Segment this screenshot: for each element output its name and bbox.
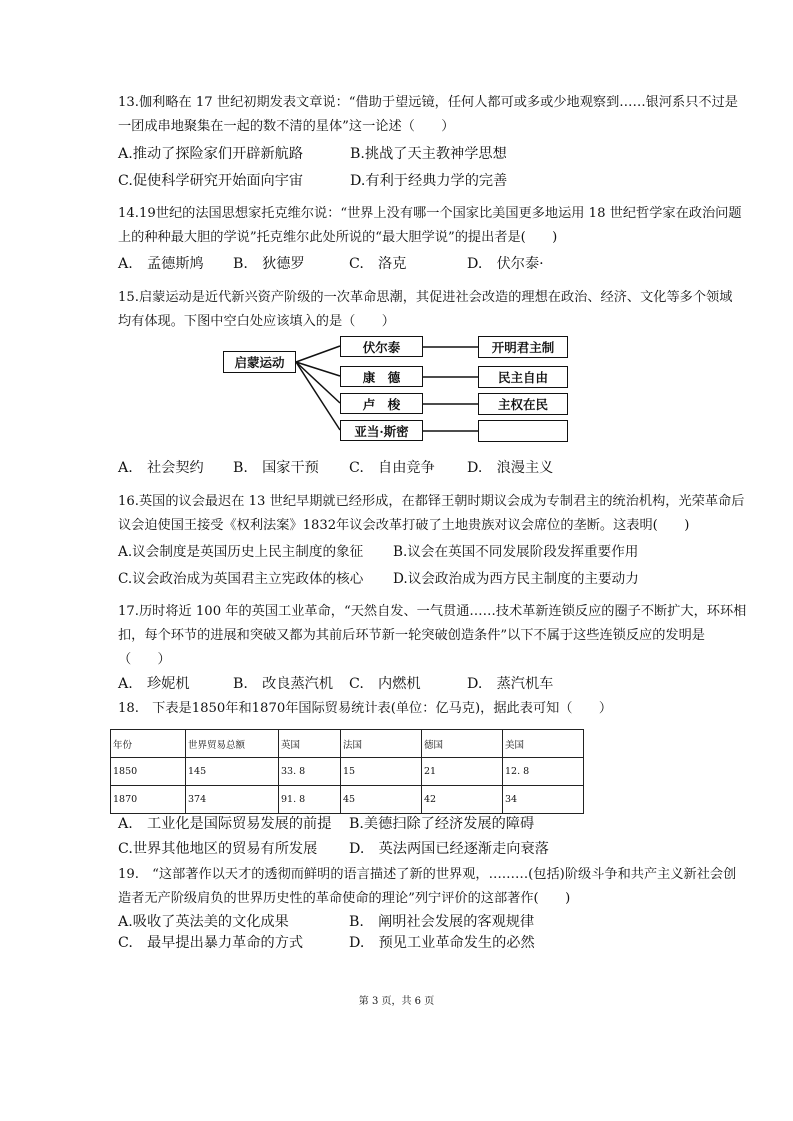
q16-option-c: C.议会政治成为英国君主立宪政体的核心 (118, 571, 364, 587)
q15-idea-box-blank (478, 420, 568, 442)
table-cell: 374 (186, 786, 279, 814)
table-header-cell: 年份 (111, 730, 186, 758)
table-header-cell: 英国 (279, 730, 341, 758)
table-header-row (111, 730, 584, 758)
q18-option-a: A. 工业化是国际贸易发展的前提 (118, 816, 332, 832)
table-cell: 1850 (111, 758, 186, 786)
q15-idea-box-democracy-freedom: 民主自由 (478, 366, 568, 388)
table-cell: 42 (422, 786, 503, 814)
q15-option-c: C. 自由竞争 (349, 460, 435, 476)
q17-stem-line1: 17.历时将近 100 年的英国工业革命，“天然自发、一气贯通……技术革新连锁反应的圈子不断扩大，环环相 (118, 604, 747, 619)
page-footer: 第 3 页，共 6 页 (358, 996, 435, 1007)
q17-option-d: D. 蒸汽机车 (467, 676, 554, 692)
q18-option-b: B.美德扫除了经济发展的障碍 (349, 816, 535, 832)
table-header-cell: 德国 (422, 730, 503, 758)
table-header-cell: 美国 (503, 730, 584, 758)
q17-stem-line3: （ ） (118, 652, 171, 667)
q18-trade-table (110, 729, 584, 814)
q16-option-a: A.议会制度是英国历史上民主制度的象征 (118, 544, 364, 560)
q15-stem-line2: 均有体现。下图中空白处应该填入的是（ ） (118, 314, 395, 329)
q15-thinker-box-adam-smith: 亚当·斯密 (340, 420, 423, 441)
table-header-cell: 法国 (341, 730, 422, 758)
q14-stem-line1: 14.19世纪的法国思想家托克维尔说：“世界上没有哪一个国家比美国更多地运用 18 世纪哲学家在政治问题 (118, 206, 742, 221)
q15-root-box: 启蒙运动 (223, 351, 296, 373)
q15-option-b: B. 国家干预 (233, 460, 319, 476)
q15-option-a: A. 社会契约 (118, 460, 204, 476)
q17-option-a: A. 珍妮机 (118, 676, 190, 692)
q13-option-d: D.有利于经典力学的完善 (350, 173, 508, 189)
q16-option-d: D.议会政治成为西方民主制度的主要动力 (393, 571, 639, 587)
q13-option-c: C.促使科学研究开始面向宇宙 (118, 173, 304, 189)
q13-option-b: B.挑战了天主教神学思想 (350, 146, 507, 162)
q17-stem-line2: 扣，每个环节的进展和突破又都为其前后环节新一轮突破创造条件”以下不属于这些连锁反应的发明是 (118, 628, 705, 643)
q15-thinker-box-rousseau: 卢 梭 (340, 393, 423, 414)
q15-thinker-box-kant: 康 德 (340, 366, 423, 387)
q14-stem-line2: 上的种种最大胆的学说”托克维尔此处所说的“最大胆学说”的提出者是( ) (118, 230, 558, 245)
q14-option-c: C. 洛克 (349, 256, 407, 272)
q16-stem-line1: 16.英国的议会最迟在 13 世纪早期就已经形成，在都铎王朝时期议会成为专制君主的统治机构，光荣革命后 (118, 494, 745, 509)
q18-option-c: C.世界其他地区的贸易有所发展 (118, 841, 318, 857)
q15-idea-box-popular-sovereignty: 主权在民 (478, 393, 568, 415)
table-row (111, 786, 584, 814)
q15-idea-box-enlightened-monarchy: 开明君主制 (478, 336, 568, 358)
q14-option-a: A. 孟德斯鸠 (118, 256, 204, 272)
q16-stem-line2: 议会迫使国王接受《权利法案》1832年议会改革打破了土地贵族对议会席位的垄断。这表明( ) (118, 518, 690, 533)
q17-option-b: B. 改良蒸汽机 (233, 676, 334, 692)
q16-option-b: B.议会在英国不同发展阶段发挥重要作用 (393, 544, 639, 560)
q13-stem-line2: 一团成串地聚集在一起的数不清的星体”这一论述（ ） (118, 119, 455, 134)
q19-option-d: D. 预见工业革命发生的必然 (349, 935, 535, 951)
q15-stem-line1: 15.启蒙运动是近代新兴资产阶级的一次革命思潮，其促进社会改造的理想在政治、经济、文化等多个领域 (118, 290, 733, 305)
table-header-cell: 世界贸易总额 (186, 730, 279, 758)
table-cell: 34 (503, 786, 584, 814)
q13-option-a: A.推动了探险家们开辟新航路 (118, 146, 304, 162)
q14-option-b: B. 狄德罗 (233, 256, 305, 272)
table-cell: 12. 8 (503, 758, 584, 786)
table-cell: 15 (341, 758, 422, 786)
q13-stem-line1: 13.伽利略在 17 世纪初期发表文章说：“借助于望远镜，任何人都可或多或少地观察到……银河系只不过是 (118, 95, 738, 110)
q17-option-c: C. 内燃机 (349, 676, 421, 692)
q15-option-d: D. 浪漫主义 (467, 460, 554, 476)
q19-stem-line1: 19. “这部著作以天才的透彻而鲜明的语言描述了新的世界观，………(包括)阶级斗争和共产主义新社会创 (118, 867, 737, 882)
q19-option-b: B. 阐明社会发展的客观规律 (349, 914, 535, 930)
q19-option-a: A.吸收了英法美的文化成果 (118, 914, 289, 930)
table-cell: 1870 (111, 786, 186, 814)
table-row (111, 758, 584, 786)
q14-option-d: D. 伏尔泰· (467, 256, 544, 272)
q18-option-d: D. 英法两国已经逐渐走向衰落 (349, 841, 549, 857)
table-cell: 145 (186, 758, 279, 786)
q19-stem-line2: 造者无产阶级肩负的世界历史性的革命使命的理论”列宁评价的这部著作( ) (118, 891, 571, 906)
table-cell: 21 (422, 758, 503, 786)
q15-thinker-box-voltaire: 伏尔泰 (340, 336, 423, 357)
table-cell: 91. 8 (279, 786, 341, 814)
table-cell: 45 (341, 786, 422, 814)
table-cell: 33. 8 (279, 758, 341, 786)
q18-stem-line1: 18. 下表是1850年和1870年国际贸易统计表(单位：亿马克)，据此表可知（ ） (118, 701, 613, 716)
q19-option-c: C. 最早提出暴力革命的方式 (118, 935, 304, 951)
